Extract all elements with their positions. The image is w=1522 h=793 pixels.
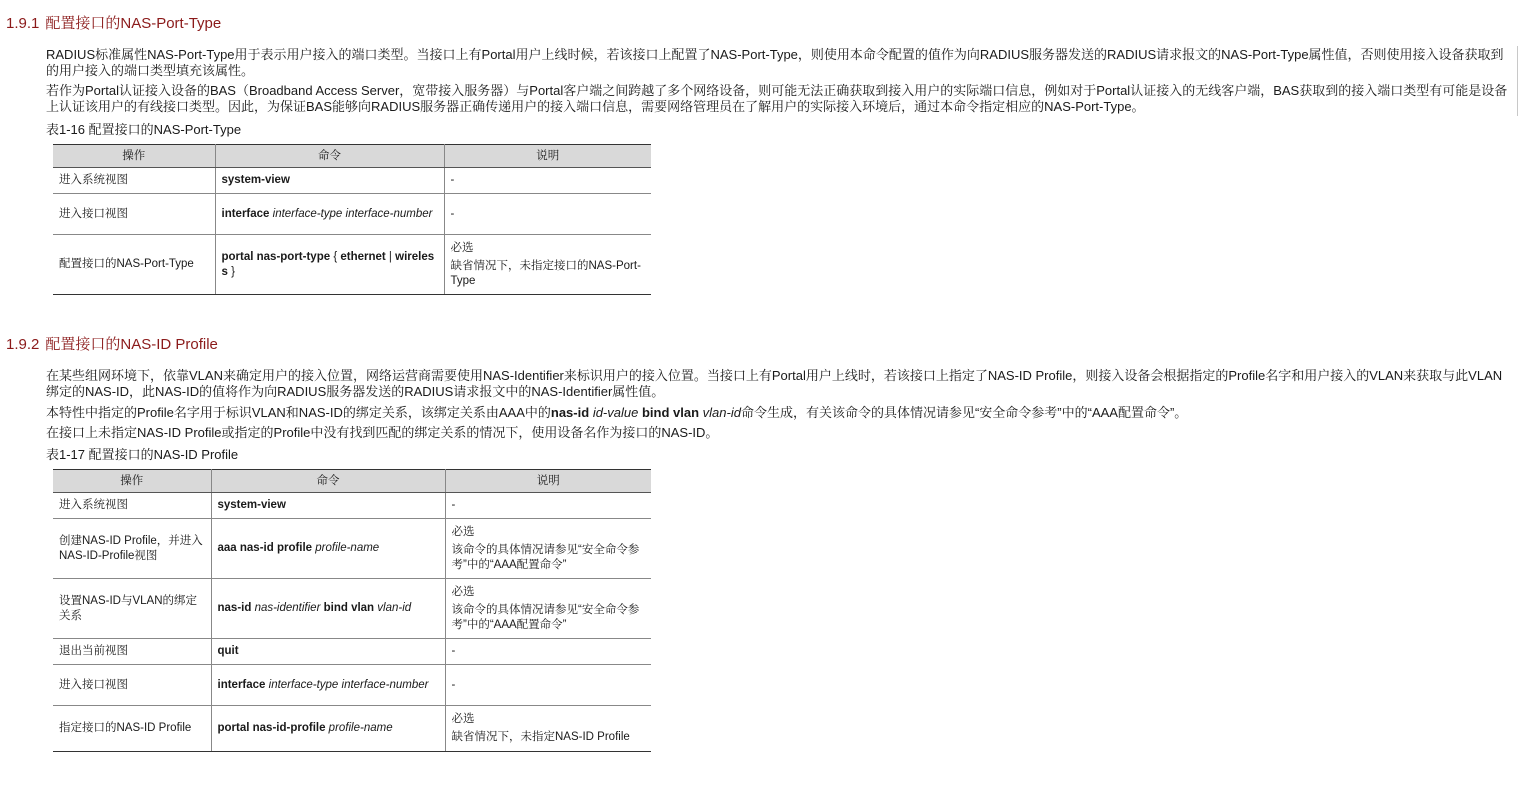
- command-token: interface: [221, 207, 273, 220]
- operation-cell: 创建NAS-ID Profile，并进入NAS-ID-Profile视图: [53, 519, 211, 579]
- command-token: nas-id: [217, 602, 255, 614]
- column-header-operation: 操作: [53, 145, 215, 168]
- column-header-command: 命令: [215, 145, 444, 168]
- command-token: ethernet: [340, 250, 386, 263]
- table-row: [53, 519, 651, 579]
- table-row: [53, 665, 651, 706]
- table-caption: 表1-16 配置接口的NAS-Port-Type: [46, 122, 242, 137]
- requirement-label: 必选: [451, 525, 475, 538]
- section-number: 1.9.1: [6, 15, 40, 32]
- column-header-operation: 操作: [53, 470, 211, 493]
- command-token: interface-type interface-number: [268, 678, 429, 691]
- command-token: vlan-id: [377, 602, 412, 614]
- table-row: [53, 579, 651, 639]
- command-cell: [215, 168, 444, 194]
- column-header-command: 命令: [211, 470, 445, 493]
- command-cell: [215, 194, 444, 235]
- description-cell: [445, 493, 651, 519]
- command-token: |: [385, 250, 396, 263]
- section-title: 配置接口的NAS-Port-Type: [45, 15, 222, 32]
- description-text: -: [451, 645, 456, 657]
- description-text: 该命令的具体情况请参见“安全命令参考”中的“AAA配置命令”: [451, 543, 640, 571]
- section-number: 1.9.2: [6, 336, 40, 353]
- command-cell: [211, 665, 445, 706]
- description-cell: [444, 235, 651, 295]
- command-cell: [211, 519, 445, 579]
- description-text: -: [450, 174, 455, 186]
- operation-cell: 退出当前视图: [53, 639, 211, 665]
- command-table-nas-id-profile: [53, 469, 651, 752]
- command-token: profile-name: [315, 542, 380, 554]
- command-table-nas-port-type: [53, 144, 651, 295]
- command-token: bind vlan: [323, 602, 378, 614]
- description-cell: [445, 519, 651, 579]
- description-text: -: [450, 207, 455, 220]
- command-token: system-view: [217, 499, 286, 511]
- description-cell: [444, 194, 651, 235]
- table-row: [53, 168, 651, 194]
- description-text: -: [451, 678, 456, 691]
- command-cell: [215, 235, 444, 295]
- command-token: nas-identifier: [254, 602, 324, 614]
- command-token: profile-name: [328, 722, 393, 734]
- command-cell: [211, 639, 445, 665]
- command-cell: [211, 493, 445, 519]
- operation-cell: 设置NAS-ID与VLAN的绑定关系: [53, 579, 211, 639]
- command-token: aaa nas-id profile: [217, 542, 316, 554]
- operation-cell: 进入接口视图: [53, 665, 211, 706]
- requirement-label: 必选: [451, 713, 475, 725]
- description-cell: [444, 168, 651, 194]
- command-token: portal nas-id-profile: [217, 722, 329, 734]
- command-token: portal nas-port-type: [221, 250, 334, 263]
- operation-cell: 配置接口的NAS-Port-Type: [53, 235, 215, 295]
- table-row: [53, 639, 651, 665]
- operation-cell: 进入系统视图: [53, 493, 211, 519]
- table-row: [53, 706, 651, 752]
- description-cell: [445, 639, 651, 665]
- paragraph: 若作为Portal认证接入设备的BAS（Broadband Access Server，宽带接入服务器）与Portal客户端之间跨越了多个网络设备，则可能无法正确获取到接入用户的实际端口信息，例如对于Portal认证接入的无线客户端，BAS获取到的接入端口类型有可能是设备上认证该用户的有线接口类型。因此，为保证BAS能够向RADIUS服务器正确传递用户的接入端口信息，需要网络管理员在了解用户的实际接入环境后，通过本命令指定相应的NAS-Port-Type。: [46, 83, 1508, 114]
- command-token: interface-type interface-number: [272, 207, 433, 220]
- paragraph: 在某些组网环境下，依靠VLAN来确定用户的接入位置，网络运营商需要使用NAS-Identifier来标识用户的接入位置。当接口上有Portal用户上线时，若该接口上指定了NAS-ID Profile，则接入设备会根据指定的Profile名字和用户接入的VLAN来获取与此VLAN绑定的NAS-ID，此NAS-ID的值将作为向RADIUS服务器发送的RADIUS请求报文中的NAS-Identifier属性值。: [46, 368, 1503, 399]
- description-cell: [445, 665, 651, 706]
- command-token: {: [333, 250, 341, 263]
- description-text: 缺省情况下，未指定NAS-ID Profile: [451, 731, 630, 743]
- section-heading-1-9-2: [6, 333, 218, 354]
- column-header-description: 说明: [444, 145, 651, 168]
- table-row: [53, 493, 651, 519]
- requirement-label: 必选: [451, 585, 475, 598]
- paragraph-command-reference: 本特性中指定的Profile名字用于标识VLAN和NAS-ID的绑定关系，该绑定关系由AAA中的nas-id id-value bind vlan vlan-id命令生成，有关该命令的具体情况请参见“安全命令参考”中的“AAA配置命令”。: [46, 405, 1188, 420]
- command-token: }: [227, 265, 235, 278]
- description-text: 该命令的具体情况请参见“安全命令参考”中的“AAA配置命令”: [451, 603, 640, 631]
- description-cell: [445, 706, 651, 752]
- command-token: wireless: [221, 250, 435, 278]
- command-token: system-view: [221, 174, 290, 186]
- section-title: 配置接口的NAS-ID Profile: [45, 336, 218, 353]
- command-cell: [211, 579, 445, 639]
- operation-cell: 指定接口的NAS-ID Profile: [53, 706, 211, 752]
- operation-cell: 进入接口视图: [53, 194, 215, 235]
- operation-cell: 进入系统视图: [53, 168, 215, 194]
- requirement-label: 必选: [450, 241, 474, 254]
- command-token: interface: [217, 678, 269, 691]
- description-text: -: [451, 499, 456, 511]
- table-row: [53, 235, 651, 295]
- command-token: quit: [217, 645, 239, 657]
- description-cell: [445, 579, 651, 639]
- paragraph: RADIUS标准属性NAS-Port-Type用于表示用户接入的端口类型。当接口上有Portal用户上线时候，若该接口上配置了NAS-Port-Type，则使用本命令配置的值作为向RADIUS服务器发送的RADIUS请求报文的NAS-Port-Type属性值，否则使用接入设备获取到的用户接入的端口类型填充该属性。: [46, 47, 1504, 78]
- scroll-edge-divider: [1517, 46, 1518, 116]
- description-text: 缺省情况下，未指定接口的NAS-Port-Type: [450, 259, 641, 287]
- table-row: [53, 194, 651, 235]
- command-cell: [211, 706, 445, 752]
- paragraph: 在接口上未指定NAS-ID Profile或指定的Profile中没有找到匹配的绑定关系的情况下，使用设备名作为接口的NAS-ID。: [46, 425, 719, 440]
- column-header-description: 说明: [445, 470, 651, 493]
- section-heading-1-9-1: [6, 12, 221, 33]
- table-caption: 表1-17 配置接口的NAS-ID Profile: [46, 447, 239, 462]
